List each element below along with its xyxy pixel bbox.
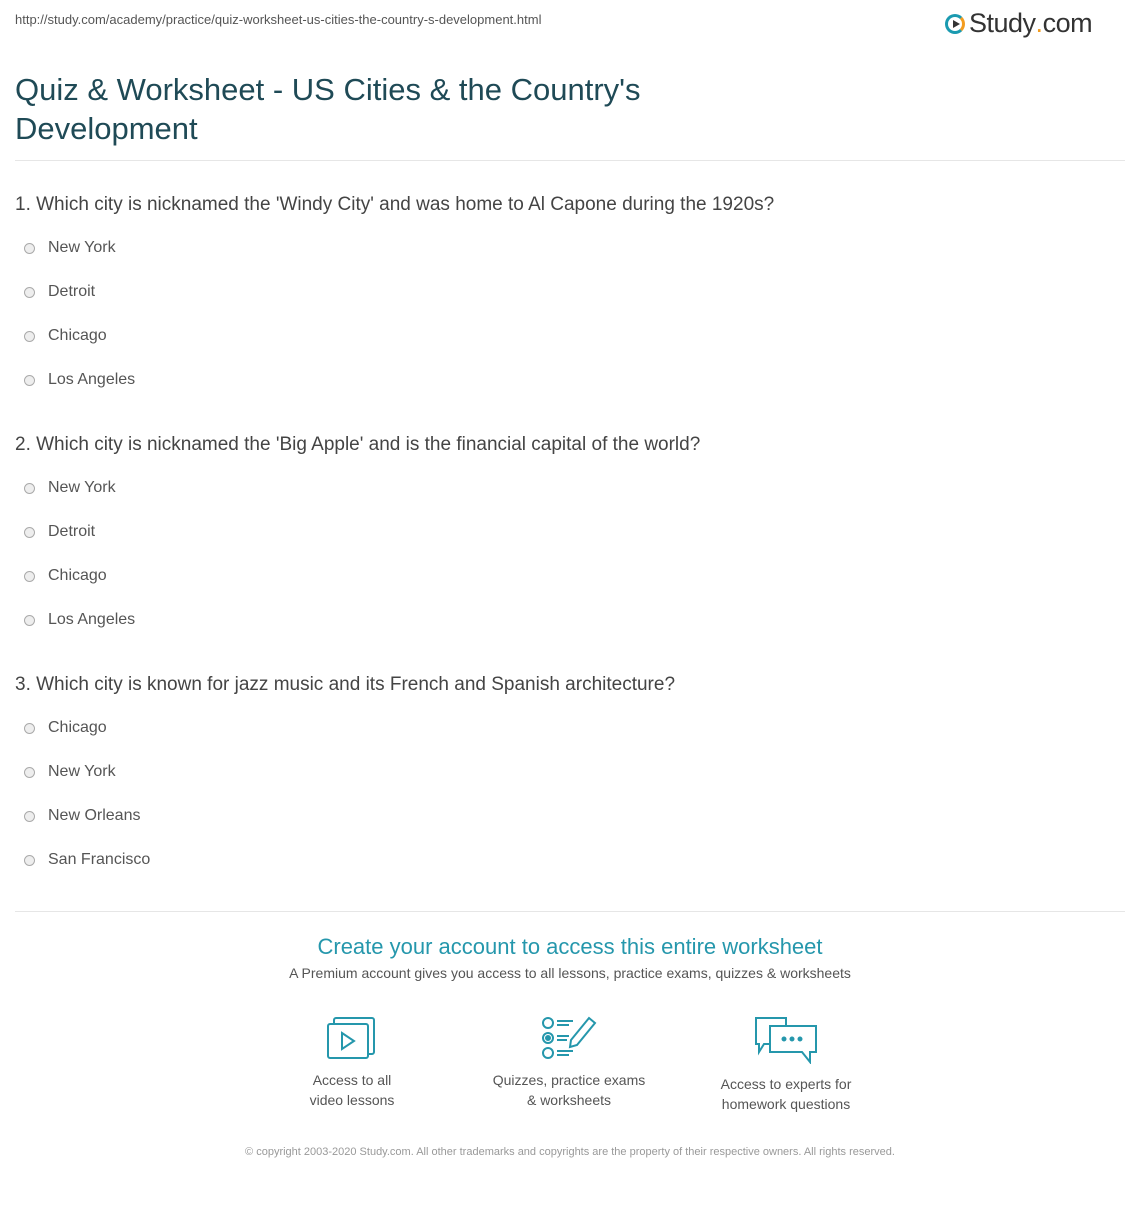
answer-label: New York xyxy=(48,239,116,256)
answer-label: San Francisco xyxy=(48,851,151,868)
feature-line: Quizzes, practice exams xyxy=(492,1072,646,1088)
feature-quizzes xyxy=(469,1016,669,1110)
feature-line: homework questions xyxy=(721,1096,851,1112)
radio-button-icon[interactable] xyxy=(24,855,35,866)
answer-option[interactable] xyxy=(24,283,95,301)
page-title: Quiz & Worksheet - US Cities & the Country's Development xyxy=(15,72,641,146)
logo-text: Study xyxy=(969,8,1036,38)
logo-suffix: com xyxy=(1042,8,1093,38)
feature-experts xyxy=(686,1016,886,1114)
feature-line: video lessons xyxy=(309,1092,395,1108)
radio-button-icon[interactable] xyxy=(24,331,35,342)
answer-label: New York xyxy=(48,479,116,496)
divider xyxy=(15,160,1125,161)
feature-video-lessons xyxy=(252,1016,452,1110)
answer-label: Chicago xyxy=(48,567,107,584)
page-url: http://study.com/academy/practice/quiz-worksheet-us-cities-the-country-s-development.html xyxy=(15,12,542,27)
answer-label: Los Angeles xyxy=(48,371,136,388)
divider xyxy=(15,911,1125,912)
video-icon xyxy=(326,1016,378,1060)
answer-label: New Orleans xyxy=(48,807,141,824)
answer-label: Chicago xyxy=(48,719,107,736)
answer-option[interactable] xyxy=(24,611,135,629)
answer-label: Detroit xyxy=(48,283,96,300)
play-logo-icon xyxy=(945,14,965,34)
cta-subtitle: A Premium account gives you access to all lessons, practice exams, quizzes & worksheets xyxy=(289,965,851,981)
feature-line: Access to all xyxy=(312,1072,392,1088)
radio-button-icon[interactable] xyxy=(24,723,35,734)
radio-button-icon[interactable] xyxy=(24,375,35,386)
feature-line: & worksheets xyxy=(526,1092,612,1108)
answer-option[interactable] xyxy=(24,371,135,389)
radio-button-icon[interactable] xyxy=(24,527,35,538)
radio-button-icon[interactable] xyxy=(24,483,35,494)
answer-option[interactable] xyxy=(24,327,107,345)
radio-button-icon[interactable] xyxy=(24,571,35,582)
quiz-icon xyxy=(541,1016,597,1060)
study-logo[interactable] xyxy=(945,8,1092,39)
radio-button-icon[interactable] xyxy=(24,243,35,254)
question-text: 2. Which city is nicknamed the 'Big Apple' and is the financial capital of the world? xyxy=(15,434,701,455)
answer-option[interactable] xyxy=(24,807,140,825)
feature-line: Access to experts for xyxy=(720,1076,852,1092)
answer-option[interactable] xyxy=(24,523,95,541)
create-account-link[interactable]: Create your account to access this entire worksheet xyxy=(317,934,823,959)
answer-label: Detroit xyxy=(48,523,96,540)
radio-button-icon[interactable] xyxy=(24,615,35,626)
radio-button-icon[interactable] xyxy=(24,811,35,822)
copyright: © copyright 2003-2020 Study.com. All other trademarks and copyrights are the property of their respective owners. All rights reserved. xyxy=(245,1146,895,1158)
answer-option[interactable] xyxy=(24,479,116,497)
answer-option[interactable] xyxy=(24,567,107,585)
chat-icon xyxy=(754,1016,818,1064)
radio-button-icon[interactable] xyxy=(24,287,35,298)
answer-label: Chicago xyxy=(48,327,107,344)
logo-dot: . xyxy=(1035,8,1043,38)
question-text: 3. Which city is known for jazz music and its French and Spanish architecture? xyxy=(15,674,676,695)
radio-button-icon[interactable] xyxy=(24,767,35,778)
answer-label: New York xyxy=(48,763,116,780)
answer-option[interactable] xyxy=(24,763,116,781)
answer-option[interactable] xyxy=(24,851,150,869)
question-text: 1. Which city is nicknamed the 'Windy City' and was home to Al Capone during the 1920s? xyxy=(15,194,775,215)
answer-option[interactable] xyxy=(24,719,107,737)
answer-option[interactable] xyxy=(24,239,116,257)
answer-label: Los Angeles xyxy=(48,611,136,628)
